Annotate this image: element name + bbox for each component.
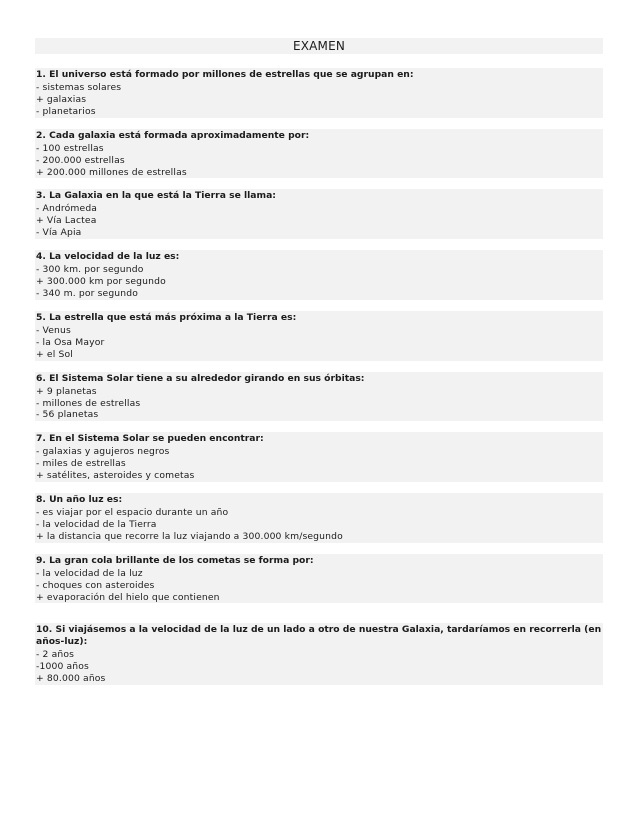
- answer-option: + Vía Lactea: [35, 215, 603, 227]
- answer-option: - 56 planetas: [35, 409, 603, 421]
- answer-option: - miles de estrellas: [35, 458, 603, 470]
- question-1: [35, 68, 603, 118]
- question-list: [35, 68, 603, 685]
- answer-option: -1000 años: [35, 661, 603, 673]
- answer-option: + 9 planetas: [35, 386, 603, 398]
- answer-option: + 300.000 km por segundo: [35, 276, 603, 288]
- question-text: 3. La Galaxia en la que está la Tierra se llama:: [35, 189, 603, 203]
- question-4: [35, 250, 603, 300]
- answer-option: + evaporación del hielo que contienen: [35, 592, 603, 604]
- question-text: 9. La gran cola brillante de los cometas se forma por:: [35, 554, 603, 568]
- answer-option: - Venus: [35, 325, 603, 337]
- question-2: [35, 129, 603, 179]
- question-text: 7. En el Sistema Solar se pueden encontrar:: [35, 432, 603, 446]
- answer-option: + 200.000 millones de estrellas: [35, 167, 603, 179]
- answer-option: - la velocidad de la Tierra: [35, 519, 603, 531]
- answer-option: - planetarios: [35, 106, 603, 118]
- question-7: [35, 432, 603, 482]
- page-title: EXAMEN: [35, 38, 603, 54]
- answer-option: + la distancia que recorre la luz viajando a 300.000 km/segundo: [35, 531, 603, 543]
- question-text: 5. La estrella que está más próxima a la Tierra es:: [35, 311, 603, 325]
- answer-option: - 2 años: [35, 649, 603, 661]
- answer-option: - la velocidad de la luz: [35, 568, 603, 580]
- answer-option: - Vía Apia: [35, 227, 603, 239]
- question-3: [35, 189, 603, 239]
- question-text: 1. El universo está formado por millones de estrellas que se agrupan en:: [35, 68, 603, 82]
- answer-option: - 340 m. por segundo: [35, 288, 603, 300]
- answer-option: - 300 km. por segundo: [35, 264, 603, 276]
- answer-option: + satélites, asteroides y cometas: [35, 470, 603, 482]
- answer-option: - 100 estrellas: [35, 143, 603, 155]
- answer-option: - es viajar por el espacio durante un año: [35, 507, 603, 519]
- question-10: [35, 623, 603, 685]
- question-9: [35, 554, 603, 604]
- question-text: 10. Si viajásemos a la velocidad de la luz de un lado a otro de nuestra Galaxia, tardaríamos en recorrerla (en años-luz):: [36, 624, 602, 648]
- question-text: 6. El Sistema Solar tiene a su alrededor girando en sus órbitas:: [35, 372, 603, 386]
- answer-option: - la Osa Mayor: [35, 337, 603, 349]
- answer-option: - Andrómeda: [35, 203, 603, 215]
- answer-option: - choques con asteroides: [35, 580, 603, 592]
- answer-option: + el Sol: [35, 349, 603, 361]
- question-8: [35, 493, 603, 543]
- answer-option: - galaxias y agujeros negros: [35, 446, 603, 458]
- answer-option: - 200.000 estrellas: [35, 155, 603, 167]
- question-text: 4. La velocidad de la luz es:: [35, 250, 603, 264]
- answer-option: - millones de estrellas: [35, 398, 603, 410]
- exam-sheet: [35, 38, 603, 696]
- answer-option: + 80.000 años: [35, 673, 603, 685]
- answer-option: + galaxias: [35, 94, 603, 106]
- question-5: [35, 311, 603, 361]
- question-text: 8. Un año luz es:: [35, 493, 603, 507]
- question-6: [35, 372, 603, 422]
- answer-option: - sistemas solares: [35, 82, 603, 94]
- question-text: 2. Cada galaxia está formada aproximadamente por:: [35, 129, 603, 143]
